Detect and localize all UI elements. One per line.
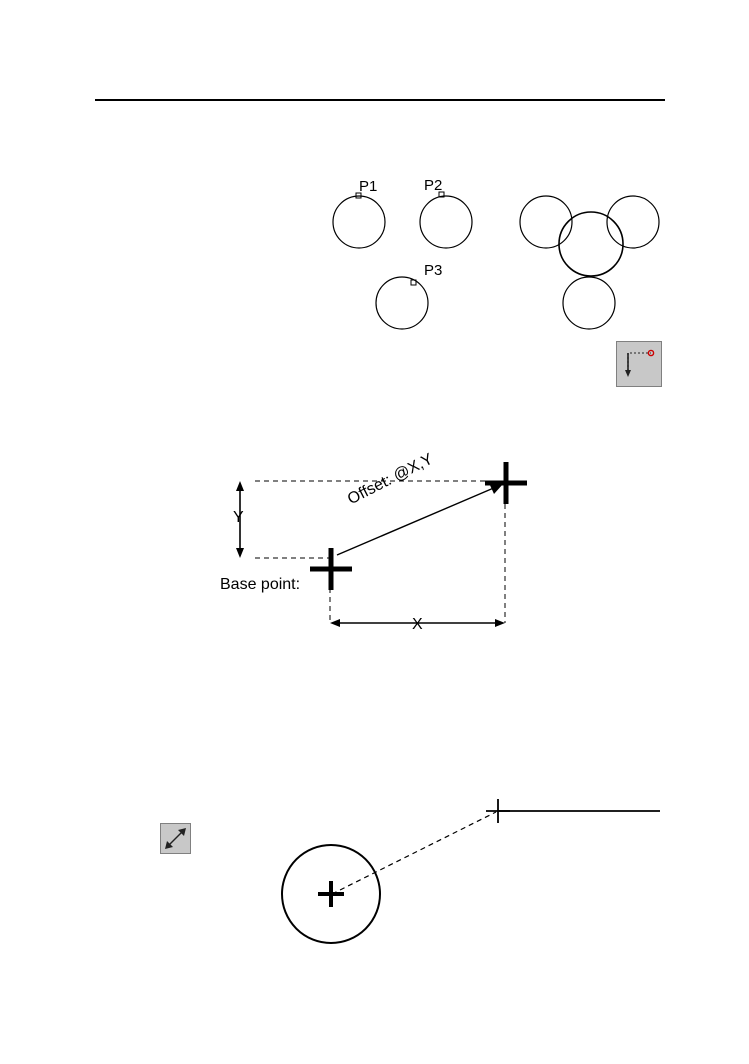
circle-p1 <box>333 196 385 248</box>
circle-p3 <box>376 277 428 329</box>
label-x: X <box>412 616 423 633</box>
circle-center-crosshair <box>318 881 344 907</box>
circle-copy-bottom <box>563 277 615 329</box>
circle-center-to-line-figure <box>270 790 670 960</box>
circle-copy-top-left <box>520 196 572 248</box>
circle-p2 <box>420 196 472 248</box>
label-offset: Offset: @X,Y <box>345 450 436 509</box>
circle-copy-center <box>559 212 623 276</box>
diagonal-line-icon <box>161 824 190 853</box>
x-arrow-left <box>330 619 340 627</box>
endpoint-crosshair <box>486 799 510 823</box>
line-tool-button[interactable] <box>160 823 191 854</box>
copy-offset-icon <box>617 342 661 386</box>
three-circles-figure <box>320 170 680 340</box>
label-p1: P1 <box>359 178 378 195</box>
header-divider <box>95 99 665 101</box>
y-arrow-down <box>236 548 244 558</box>
y-arrow-up <box>236 481 244 491</box>
target-point-crosshair <box>485 462 527 504</box>
copy-tool-button[interactable] <box>616 341 662 387</box>
label-base-point: Base point: <box>220 576 301 593</box>
x-arrow-right <box>495 619 505 627</box>
label-y: Y <box>233 509 244 526</box>
base-point-crosshair <box>310 548 352 590</box>
label-p3: P3 <box>424 262 443 279</box>
label-p2: P2 <box>424 177 443 194</box>
